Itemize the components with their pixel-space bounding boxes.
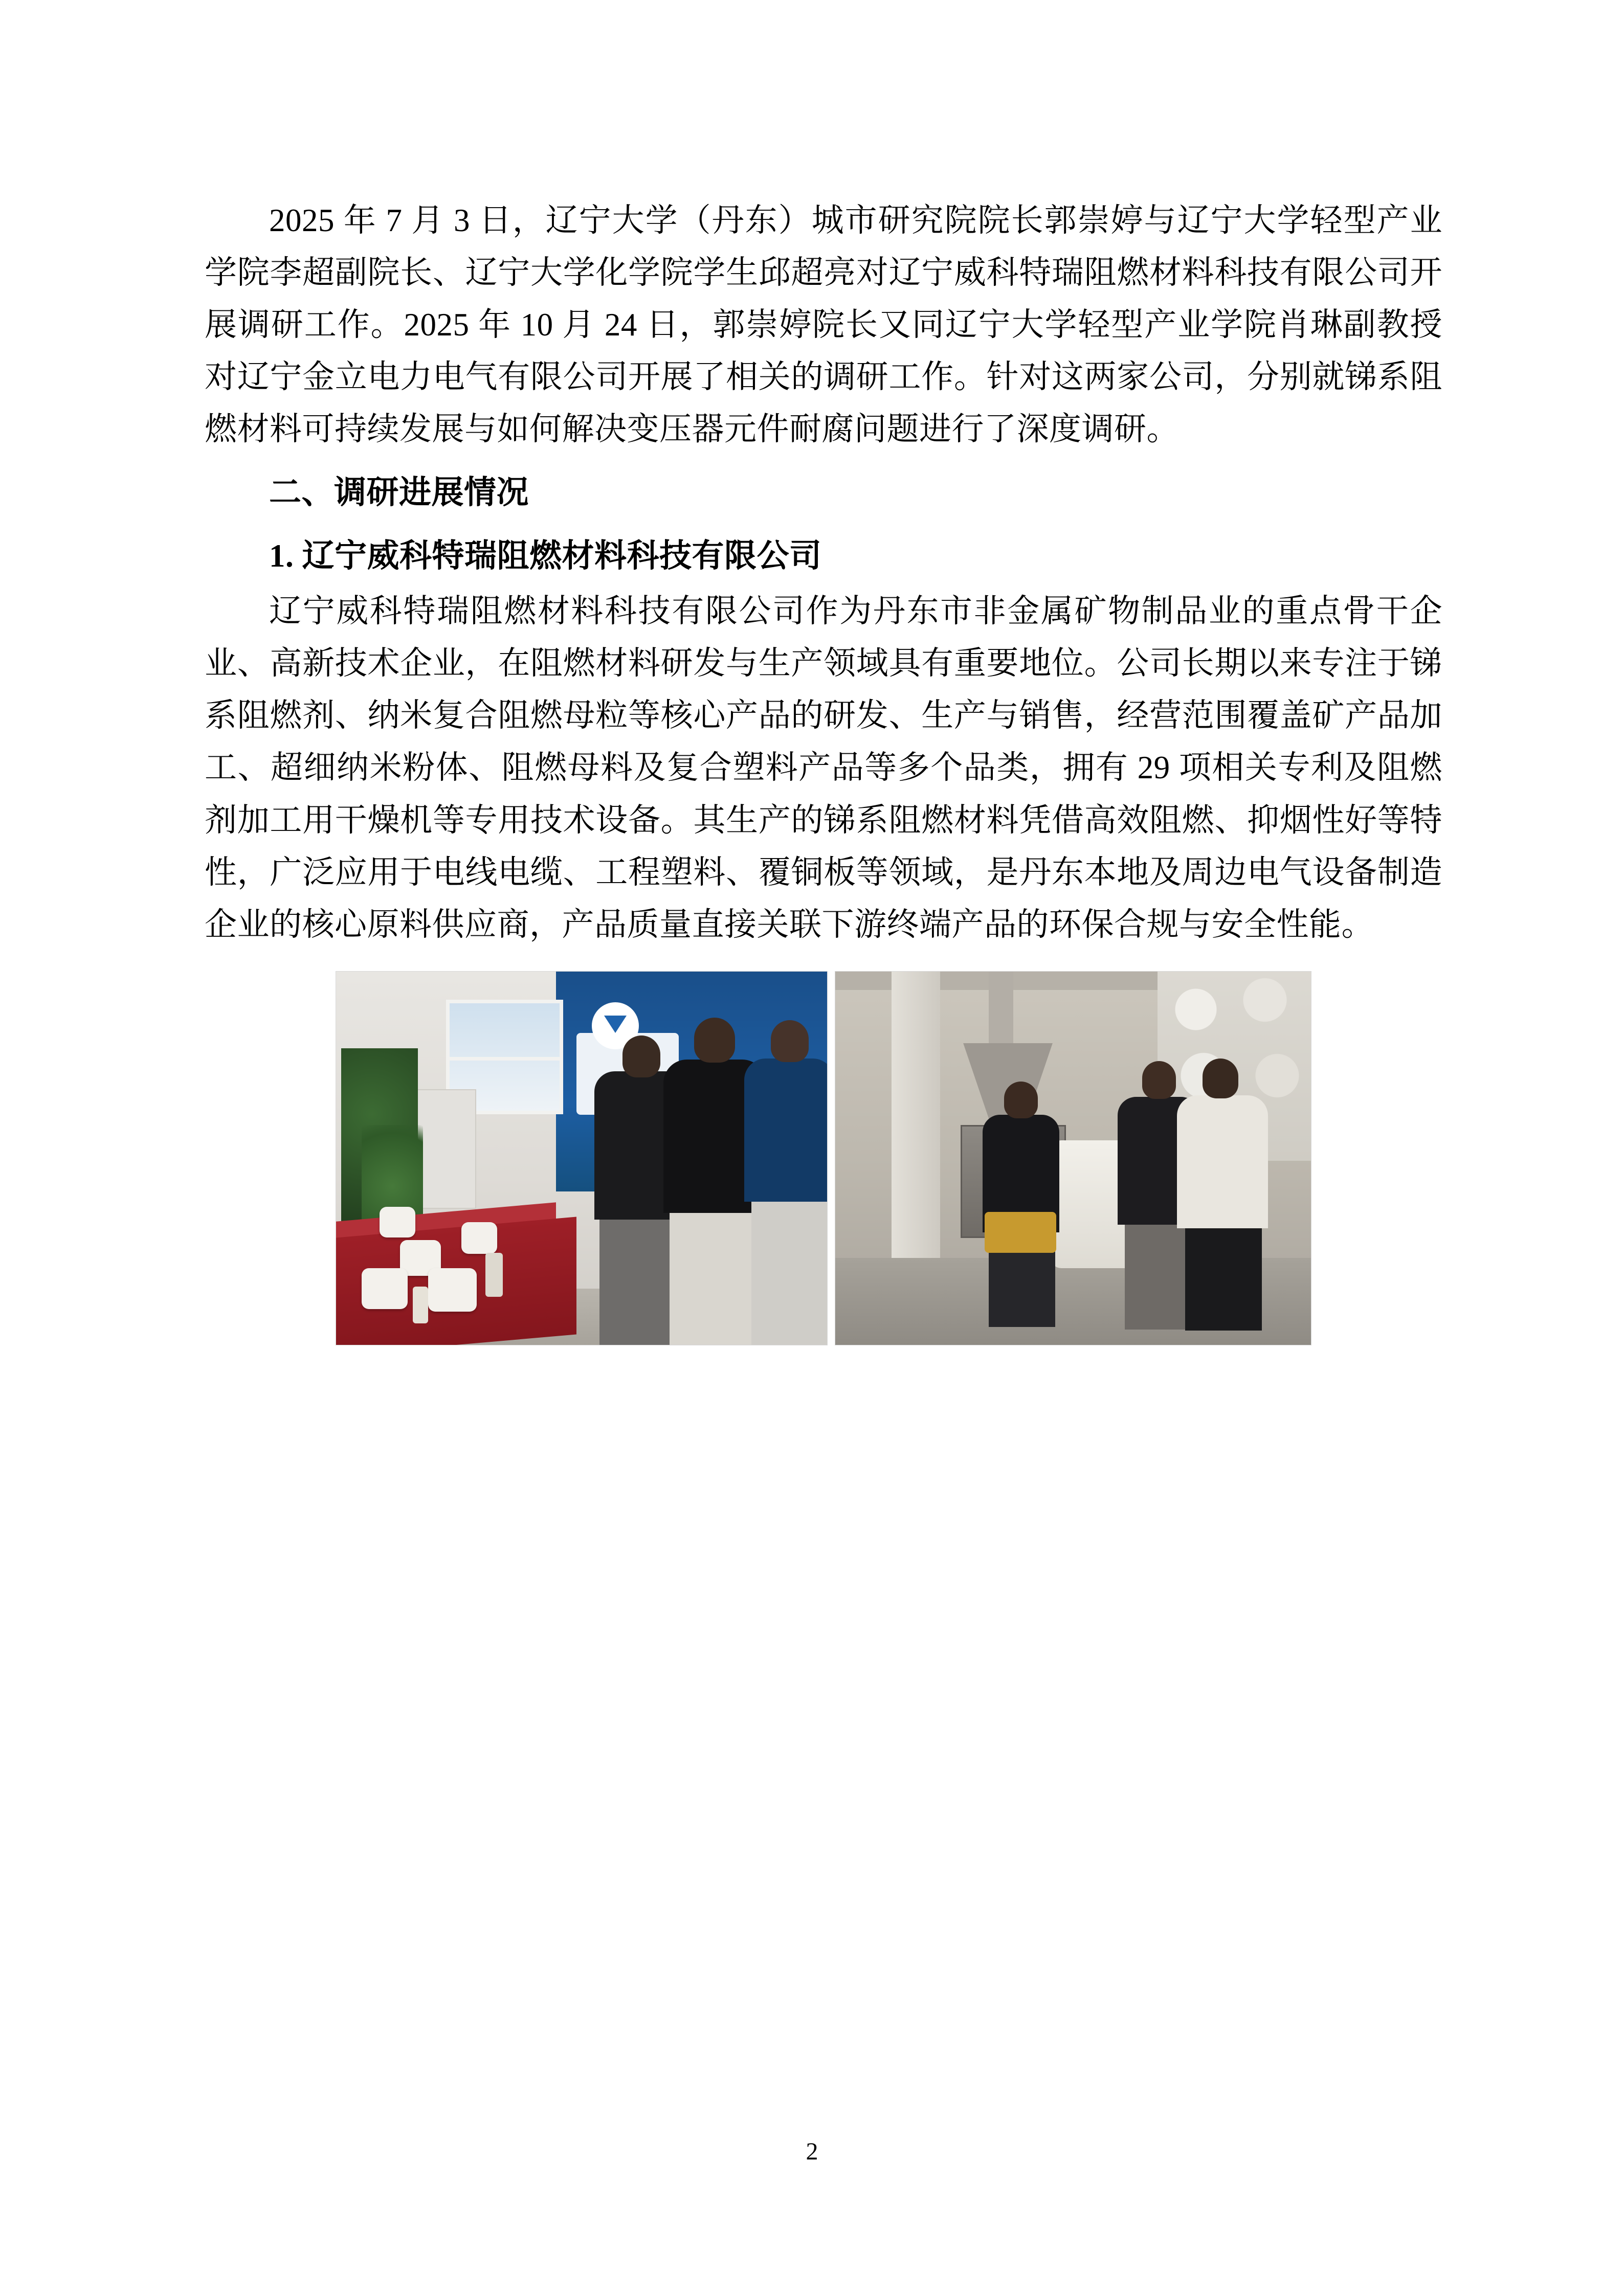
- person-head: [1004, 1082, 1038, 1118]
- paragraph-company-description: 辽宁威科特瑞阻燃材料科技有限公司作为丹东市非金属矿物制品业的重点骨干企业、高新技术企业，在阻燃材料研发与生产领域具有重要地位。公司长期以来专注于锑系阻燃剂、纳米复合阻燃母粒等核心产品的研发、生产与销售，经营范围覆盖矿产品加工、超细纳米粉体、阻燃母料及复合塑料产品等多个品类，拥有 29 项相关专利及阻燃剂加工用干燥机等专用技术设备。其生产的锑系阻燃材料凭借高效阻燃、抑烟性好等特性，广泛应用于电线电缆、工程塑料、覆铜板等领域，是丹东本地及周边电气设备制造企业的核心原料供应商，产品质量直接关联下游终端产品的环保合规与安全性能。: [205, 593, 1442, 942]
- person-legs: [751, 1197, 828, 1345]
- page-content: [205, 194, 1442, 1345]
- person-legs: [1185, 1223, 1262, 1331]
- person-head: [1203, 1059, 1238, 1098]
- person-head: [771, 1020, 809, 1062]
- person-head: [1142, 1061, 1176, 1099]
- person-garment: [985, 1212, 1056, 1253]
- person-head: [622, 1036, 660, 1077]
- factory-workshop-photo: [835, 971, 1311, 1345]
- sample-bag: [461, 1222, 497, 1254]
- sample-bottle: [485, 1253, 503, 1297]
- sample-bottle: [413, 1287, 428, 1323]
- window-bar: [450, 1057, 560, 1061]
- section-heading: 二、调研进展情况: [269, 475, 529, 511]
- person-body: [1177, 1095, 1268, 1228]
- person-legs: [670, 1207, 762, 1345]
- sample-bag: [428, 1268, 477, 1312]
- page-number: 2: [806, 2138, 818, 2165]
- product-samples: [351, 1191, 536, 1324]
- paragraph-intro: 2025 年 7 月 3 日，辽宁大学（丹东）城市研究院院长郭崇婷与辽宁大学轻型产业学院李超副院长、辽宁大学化学院学生邱超亮对辽宁威科特瑞阻燃材料科技有限公司开展调研工作。2025 年 10 月 24 日，郭崇婷院长又同辽宁大学轻型产业学院肖琳副教授对辽宁金立电力电气有限公司开展了相关的调研工作。针对这两家公司，分别就锑系阻燃材料可持续发展与如何解决变压器元件耐腐问题进行了深度调研。: [205, 202, 1442, 447]
- person-body: [744, 1059, 828, 1202]
- sample-bag: [380, 1207, 415, 1237]
- photo-row: [205, 971, 1442, 1345]
- office-meeting-photo: [336, 971, 828, 1345]
- pillar: [892, 972, 940, 1289]
- person-head: [694, 1018, 735, 1063]
- sample-bag: [362, 1268, 408, 1309]
- subsection-heading: 1. 辽宁威科特瑞阻燃材料科技有限公司: [269, 538, 822, 574]
